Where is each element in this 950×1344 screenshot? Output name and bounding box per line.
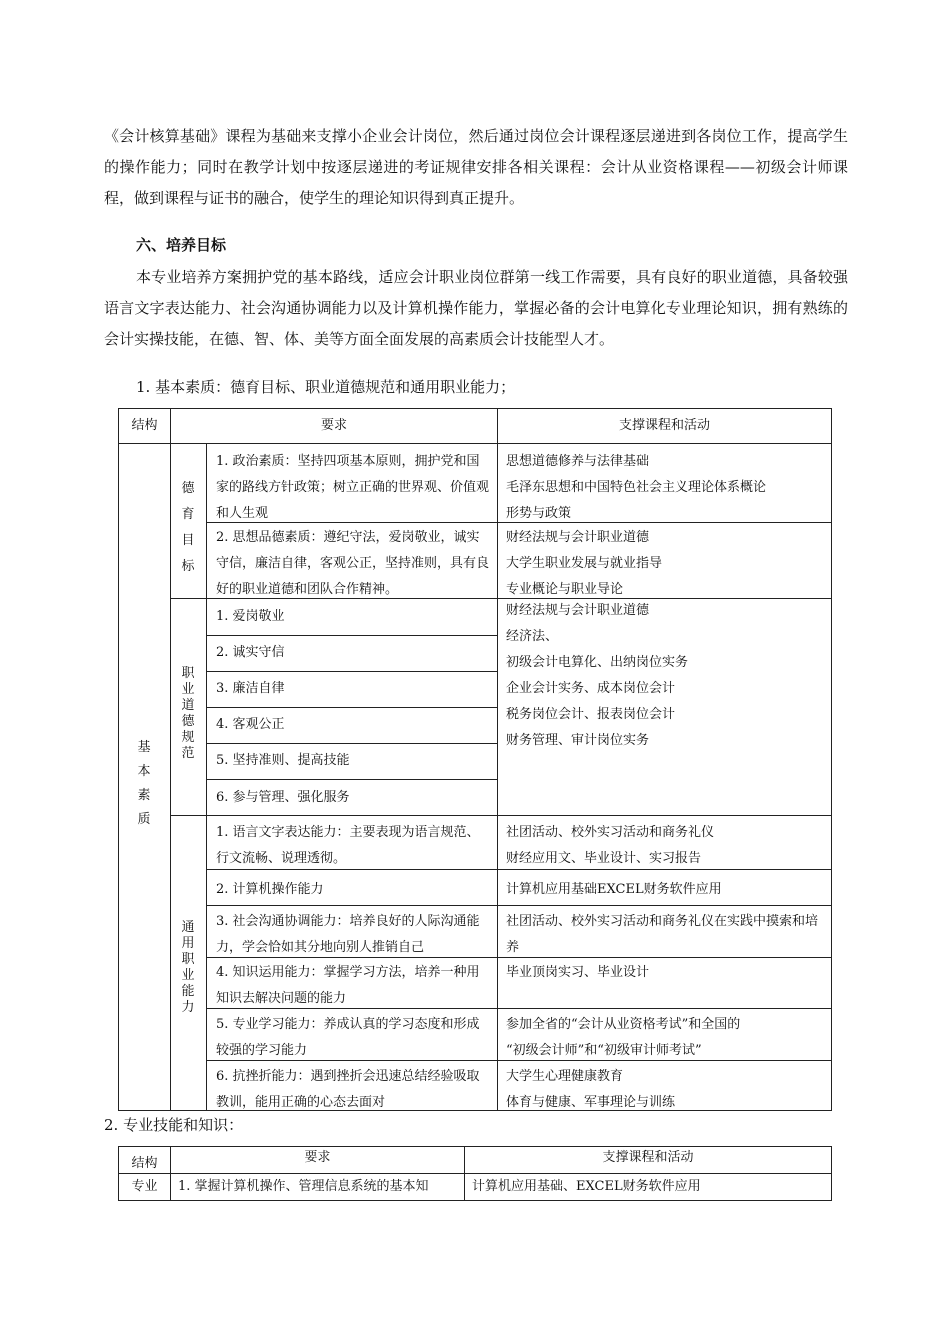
t2-header-support: 支撑课程和活动 bbox=[602, 1150, 694, 1165]
general-sup-4: 毕业顶岗实习、毕业设计 bbox=[506, 965, 650, 980]
structure-label: 基本素质 bbox=[137, 740, 151, 827]
ethics-req-4: 4. 客观公正 bbox=[216, 717, 285, 732]
header-requirement: 要求 bbox=[320, 418, 347, 433]
general-req-4: 4. 知识运用能力：掌握学习方法，培养一种用知识去解决问题的能力 bbox=[216, 965, 480, 1006]
general-sup-3: 社团活动、校外实习活动和商务礼仪在实践中摸索和培养 bbox=[506, 914, 819, 955]
header-structure: 结构 bbox=[131, 418, 158, 433]
t2-req-1: 1. 掌握计算机操作、管理信息系统的基本知 bbox=[178, 1179, 429, 1194]
general-sup-1: 社团活动、校外实习活动和商务礼仪 财经应用文、毕业设计、实习报告 bbox=[506, 825, 715, 866]
t2-structure: 专业 bbox=[131, 1179, 158, 1194]
general-req-1: 1. 语言文字表达能力：主要表现为语言规范、行文流畅、说理透彻。 bbox=[216, 825, 480, 866]
group-general: 通用职业能力 bbox=[181, 920, 195, 1015]
ethics-req-1: 1. 爱岗敬业 bbox=[216, 609, 285, 624]
ethics-req-3: 3. 廉洁自律 bbox=[216, 681, 285, 696]
t2-header-requirement: 要求 bbox=[304, 1150, 331, 1165]
moral-sup-1: 思想道德修养与法律基础 毛泽东思想和中国特色社会主义理论体系概论 形势与政策 bbox=[506, 454, 767, 521]
subsection-heading-2: 2. 专业技能和知识： bbox=[104, 1116, 244, 1134]
ethics-req-6: 6. 参与管理、强化服务 bbox=[216, 790, 350, 805]
ethics-req-2: 2. 诚实守信 bbox=[216, 645, 285, 660]
intro-paragraph: 《会计核算基础》课程为基础来支撑小企业会计岗位，然后通过岗位会计课程逐层递进到各岗位工作，提高学生的操作能力；同时在教学计划中按逐层递进的考证规律安排各相关课程：会计从业资格课程——初级会计师课程，做到课程与证书的融合，使学生的理论知识得到真正提升。 bbox=[104, 127, 848, 207]
general-req-5: 5. 专业学习能力：养成认真的学习态度和形成较强的学习能力 bbox=[216, 1017, 480, 1058]
ethics-req-5: 5. 坚持准则、提高技能 bbox=[216, 753, 350, 768]
header-support: 支撑课程和活动 bbox=[618, 418, 710, 433]
general-sup-5: 参加全省的“会计从业资格考试”和全国的 “初级会计师”和“初级审计师考试” bbox=[506, 1017, 741, 1058]
moral-req-2: 2. 思想品德素质：遵纪守法，爱岗敬业，诚实守信，廉洁自律，客观公正，坚持准则，具有良好的职业道德和团队合作精神。 bbox=[216, 530, 490, 597]
moral-sup-2: 财经法规与会计职业道德 大学生职业发展与就业指导 专业概论与职业导论 bbox=[506, 530, 663, 597]
section-heading: 六、培养目标 bbox=[136, 236, 227, 254]
subsection-heading-1: 1. 基本素质：德育目标、职业道德规范和通用职业能力； bbox=[136, 378, 516, 396]
group-moral: 德育目标 bbox=[181, 481, 195, 574]
moral-req-1: 1. 政治素质：坚持四项基本原则，拥护党和国家的路线方针政策；树立正确的世界观、价值观和人生观 bbox=[216, 454, 490, 521]
general-req-2: 2. 计算机操作能力 bbox=[216, 882, 324, 897]
t2-sup-1: 计算机应用基础、EXCEL财务软件应用 bbox=[472, 1179, 701, 1194]
ethics-support: 财经法规与会计职业道德 经济法、 初级会计电算化、出纳岗位实务 企业会计实务、成本岗位会计 税务岗位会计、报表岗位会计 财务管理、审计岗位实务 bbox=[506, 603, 689, 748]
general-sup-2: 计算机应用基础EXCEL财务软件应用 bbox=[506, 882, 722, 897]
t2-header-structure: 结构 bbox=[131, 1156, 158, 1171]
general-sup-6: 大学生心理健康教育 体育与健康、军事理论与训练 bbox=[506, 1069, 676, 1110]
general-req-6: 6. 抗挫折能力：遇到挫折会迅速总结经验吸取教训，能用正确的心态去面对 bbox=[216, 1069, 480, 1110]
goal-paragraph: 本专业培养方案拥护党的基本路线，适应会计职业岗位群第一线工作需要，具有良好的职业道德，具备较强语言文字表达能力、社会沟通协调能力以及计算机操作能力，掌握必备的会计电算化专业理论知识，拥有熟练的会计实操技能，在德、智、体、美等方面全面发展的高素质会计技能型人才。 bbox=[104, 268, 848, 348]
general-req-3: 3. 社会沟通协调能力：培养良好的人际沟通能力，学会恰如其分地向别人推销自己 bbox=[216, 914, 480, 955]
group-ethics: 职业道德规范 bbox=[181, 666, 195, 761]
